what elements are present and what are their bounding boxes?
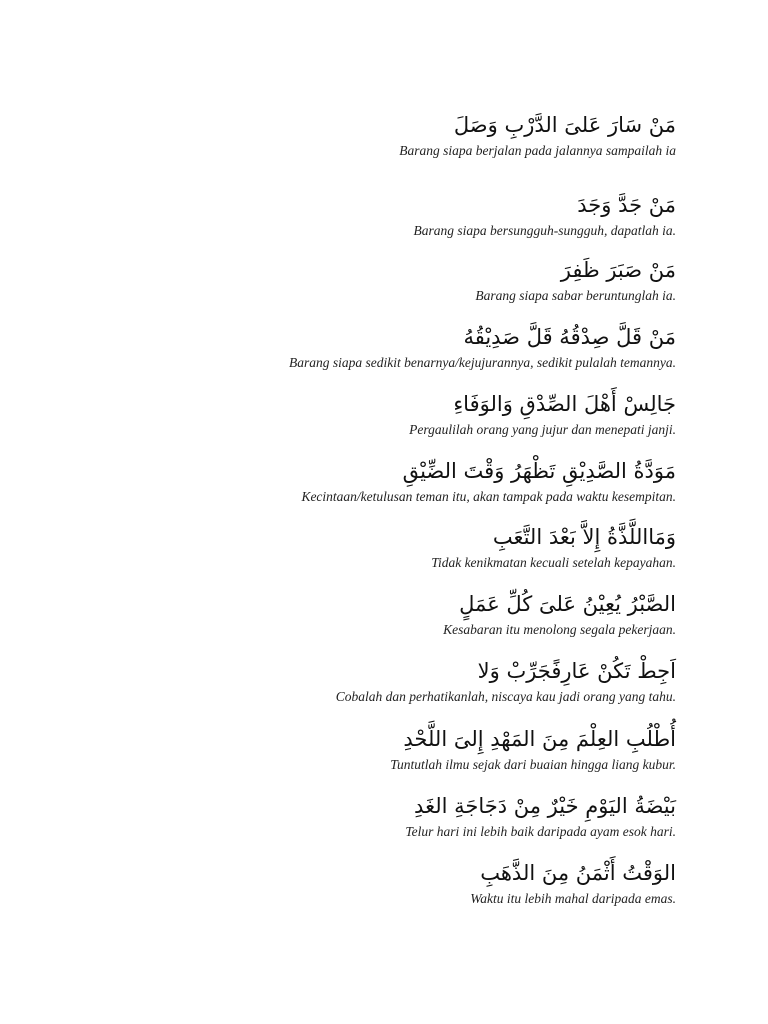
proverb-entry: [76, 255, 676, 305]
proverb-arabic: مَنْ سَارَ عَلىَ الدَّرْبِ وَصَلَ: [453, 113, 676, 137]
proverb-translation: Pergaulilah orang yang jujur dan menepati janji.: [409, 422, 676, 437]
proverb-entry: [76, 322, 676, 372]
proverb-arabic: الصَّبْرُ يُعِيْنُ عَلىَ كُلِّ عَمَلٍ: [459, 592, 676, 616]
proverb-arabic: مَنْ جَدَّ وَجَدَ: [577, 193, 676, 217]
proverb-arabic: مَنْ صَبَرَ ظَفِرَ: [560, 258, 676, 282]
proverb-arabic: بَيْضَةُ اليَوْمِ خَيْرٌ مِنْ دَجَاجَةِ الغَدِ: [414, 794, 676, 818]
proverb-entry: [76, 456, 676, 506]
proverb-entry: [76, 724, 676, 774]
proverb-entry: [76, 110, 676, 160]
proverb-translation: Barang siapa sabar beruntunglah ia.: [475, 288, 676, 303]
proverb-translation: Kecintaan/ketulusan teman itu, akan tampak pada waktu kesempitan.: [301, 489, 676, 504]
proverb-translation: Barang siapa bersungguh-sungguh, dapatlah ia.: [413, 223, 676, 238]
proverb-arabic: وَمَااللَّذَّةُ إِلاَّ بَعْدَ التَّعَبِ: [492, 525, 676, 549]
proverb-entry: [76, 791, 676, 841]
proverb-translation: Kesabaran itu menolong segala pekerjaan.: [443, 622, 676, 637]
proverb-translation: Tuntutlah ilmu sejak dari buaian hingga liang kubur.: [390, 757, 676, 772]
proverb-entry: [76, 522, 676, 572]
proverb-translation: Waktu itu lebih mahal daripada emas.: [470, 891, 676, 906]
proverb-arabic: جَالِسْ أَهْلَ الصِّدْقِ وَالوَفَاءِ: [453, 392, 676, 416]
proverb-arabic: مَوَدَّةُ الصَّدِيْقِ تَظْهَرُ وَقْتَ الضِّيْقِ: [402, 459, 676, 483]
proverb-entry: [76, 656, 676, 706]
proverb-translation: Barang siapa berjalan pada jalannya sampailah ia: [399, 143, 676, 158]
proverb-arabic: مَنْ قَلَّ صِدْقُهُ قَلَّ صَدِيْقُهُ: [463, 325, 676, 349]
proverb-arabic: اَجِطْ تَكُنْ عَارِفًَجَرِّبْ وَلا: [477, 659, 676, 683]
proverb-arabic: الوَقْتُ أَثْمَنُ مِنَ الذَّهَبِ: [480, 861, 676, 885]
proverb-arabic: أُطْلُبِ العِلْمَ مِنَ المَهْدِ إِلىَ اللَّحْدِ: [403, 727, 676, 751]
proverb-translation: Barang siapa sedikit benarnya/kejujurannya, sedikit pulalah temannya.: [289, 355, 676, 370]
proverb-entry: [76, 589, 676, 639]
proverb-entry: [76, 389, 676, 439]
proverb-translation: Cobalah dan perhatikanlah, niscaya kau jadi orang yang tahu.: [335, 689, 676, 704]
proverb-translation: Tidak kenikmatan kecuali setelah kepayahan.: [431, 555, 676, 570]
proverb-translation: Telur hari ini lebih baik daripada ayam esok hari.: [405, 824, 676, 839]
proverb-entry: [76, 190, 676, 240]
proverb-entry: [76, 858, 676, 908]
